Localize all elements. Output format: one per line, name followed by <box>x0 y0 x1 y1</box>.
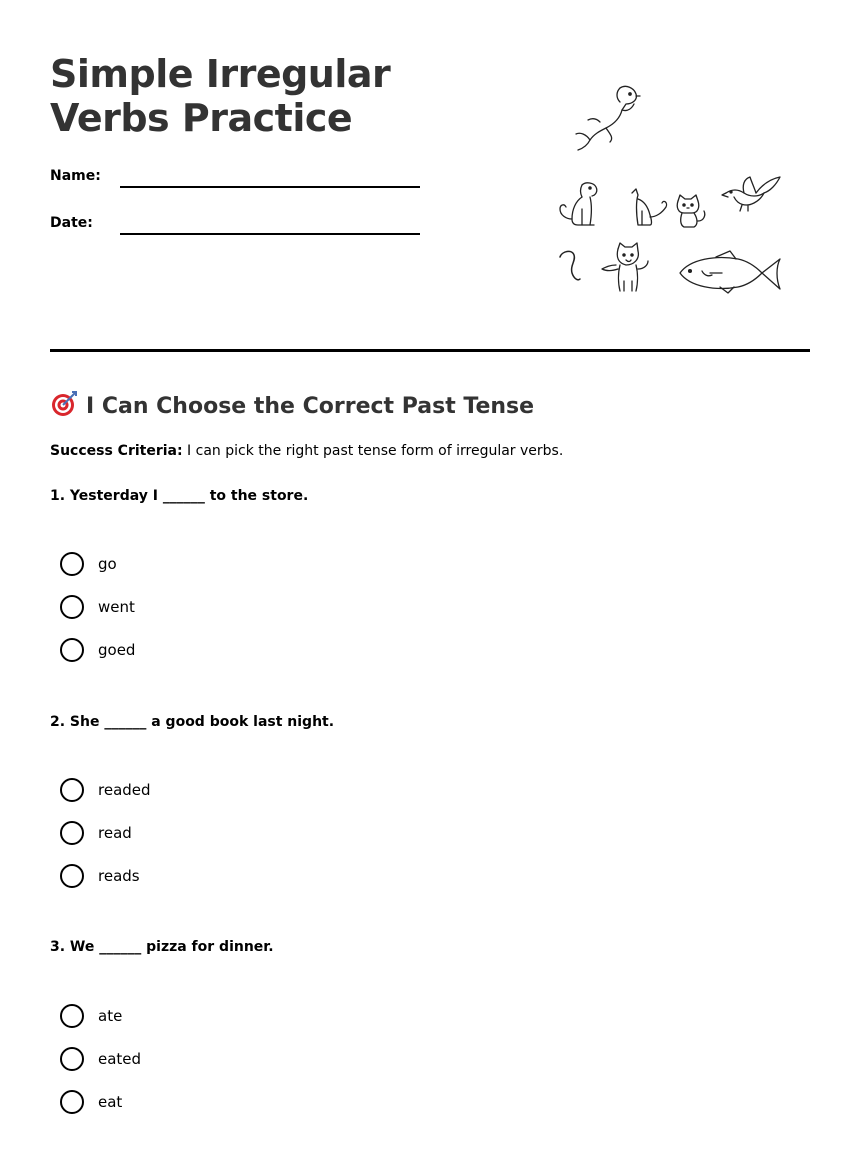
target-icon <box>50 390 78 418</box>
animal-illustrations <box>548 75 788 300</box>
option-label: eat <box>98 1093 123 1111</box>
cat-icon <box>600 241 650 293</box>
criteria-text: I can pick the right past tense form of irregular verbs. <box>182 443 564 459</box>
option-go[interactable] <box>60 552 260 578</box>
option-eated[interactable] <box>60 1047 260 1073</box>
success-criteria <box>50 441 563 461</box>
radio-button[interactable] <box>60 864 84 888</box>
cat-icon <box>672 193 708 229</box>
option-goed[interactable] <box>60 638 260 664</box>
page-title: Simple Irregular Verbs Practice <box>50 52 391 140</box>
radio-button[interactable] <box>60 552 84 576</box>
option-read[interactable] <box>60 821 260 847</box>
cat-icon <box>628 187 670 229</box>
date-field[interactable] <box>50 213 420 243</box>
option-label: go <box>98 555 117 573</box>
option-label: readed <box>98 781 151 799</box>
name-line[interactable] <box>120 186 420 188</box>
radio-button[interactable] <box>60 1004 84 1028</box>
radio-button[interactable] <box>60 638 84 662</box>
option-readed[interactable] <box>60 778 260 804</box>
option-label: read <box>98 824 132 842</box>
section-heading-text: I Can Choose the Correct Past Tense <box>86 394 535 419</box>
option-eat[interactable] <box>60 1090 260 1116</box>
fish-icon <box>676 251 784 295</box>
mouse-tail-icon <box>556 249 584 283</box>
question-text: 1. Yesterday I ______ to the store. <box>50 488 309 504</box>
option-label: ate <box>98 1007 123 1025</box>
bird-icon <box>722 175 782 213</box>
dog-icon <box>556 179 602 227</box>
name-field[interactable] <box>50 166 420 196</box>
question-text: 3. We ______ pizza for dinner. <box>50 939 274 955</box>
date-label: Date: <box>50 215 93 231</box>
criteria-label: Success Criteria: <box>50 443 183 459</box>
option-label: went <box>98 598 135 616</box>
dog-icon <box>570 82 645 154</box>
radio-button[interactable] <box>60 1047 84 1071</box>
option-reads[interactable] <box>60 864 260 890</box>
option-went[interactable] <box>60 595 260 621</box>
option-ate[interactable] <box>60 1004 260 1030</box>
radio-button[interactable] <box>60 595 84 619</box>
option-label: reads <box>98 867 140 885</box>
section-heading <box>50 390 534 421</box>
name-label: Name: <box>50 168 101 184</box>
radio-button[interactable] <box>60 821 84 845</box>
radio-button[interactable] <box>60 778 84 802</box>
option-label: eated <box>98 1050 142 1068</box>
section-divider <box>50 349 810 352</box>
radio-button[interactable] <box>60 1090 84 1114</box>
question-text: 2. She ______ a good book last night. <box>50 714 335 730</box>
option-label: goed <box>98 641 136 659</box>
date-line[interactable] <box>120 233 420 235</box>
